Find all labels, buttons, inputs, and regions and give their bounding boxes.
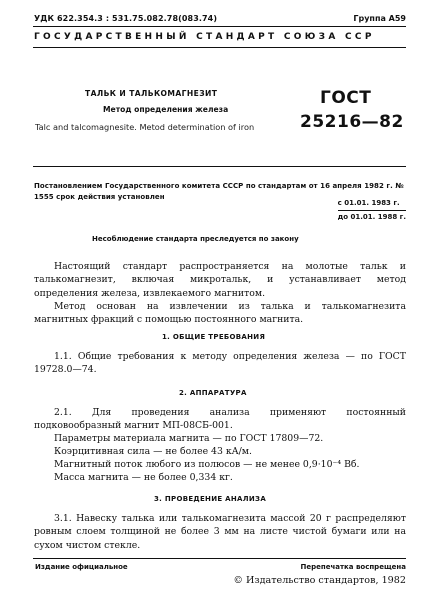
decree-text: Постановлением Государственного комитета СССР по стандартам от 16 апреля 1982 г. № 1555 срок действия установлен — [34, 182, 404, 201]
gost-label: ГОСТ — [320, 88, 372, 108]
section-2-line-4: Масса магнита — не более 0,334 кг. — [54, 472, 233, 483]
section-2-line-1: Параметры материала магнита — по ГОСТ 17809—72. — [54, 433, 324, 444]
standard-title-ru: ТАЛЬК И ТАЛЬКОМАГНЕЗИТ — [85, 89, 218, 98]
header-rule-bottom — [33, 47, 406, 48]
section-1-heading: 1. ОБЩИЕ ТРЕБОВАНИЯ — [162, 333, 266, 341]
section-2-paragraph: 2.1. Для проведения анализа применяют постоянный подковообразный магнит МП-08СБ-001. — [34, 407, 406, 432]
section-1-paragraph: 1.1. Общие требования к методу определения железа — по ГОСТ 19728.0—74. — [34, 351, 406, 376]
standard-title-en: Talc and talcomagnesite. Metod determination of iron — [35, 122, 255, 132]
section-3-paragraph: 3.1. Навеску талька или талькомагнезита массой 20 г распределяют ровным слоем толщиной не более 3 мм на листе чистой бумаги или на сухом чистом стекле. — [34, 513, 406, 551]
footer-rule — [33, 558, 406, 559]
udk-code: УДК 622.354.3 : 531.75.082.78(083.74) — [34, 14, 218, 23]
intro-paragraph-1: Настоящий стандарт распространяется на молотые тальк и талькомагнезит, включая микротальк, и устанавливает метод определения железа, извлекаемого магнитом. — [34, 261, 406, 299]
title-divider — [33, 166, 406, 167]
validity-to: до 01.01. 1988 г. — [337, 213, 406, 221]
standard-subtitle-ru: Метод определения железа — [103, 105, 229, 114]
gost-number: 25216—82 — [300, 112, 404, 132]
intro-paragraph-2: Метод основан на извлечении из талька и талькомагнезита магнитных фракций с помощью постоянного магнита. — [34, 301, 406, 326]
section-2-line-2: Коэрцитивная сила — не более 43 кА/м. — [54, 446, 252, 457]
header-rule-top — [33, 26, 406, 27]
section-2-heading: 2. АППАРАТУРА — [179, 389, 247, 397]
validity-from: с 01.01. 1983 г. — [338, 197, 406, 211]
validity-period — [338, 197, 406, 224]
reprint-notice: Перепечатка воспрещена — [300, 563, 406, 571]
group-code: Группа А59 — [353, 14, 406, 23]
penalty-notice: Несоблюдение стандарта преследуется по закону — [92, 235, 299, 243]
state-standard-title: ГОСУДАРСТВЕННЫЙ СТАНДАРТ СОЮЗА ССР — [34, 32, 375, 42]
official-edition: Издание официальное — [35, 563, 128, 571]
section-2-line-3: Магнитный поток любого из полюсов — не менее 0,9·10⁻⁴ Вб. — [54, 459, 360, 470]
section-3-heading: 3. ПРОВЕДЕНИЕ АНАЛИЗА — [154, 495, 267, 503]
copyright: © Издательство стандартов, 1982 — [233, 575, 406, 586]
